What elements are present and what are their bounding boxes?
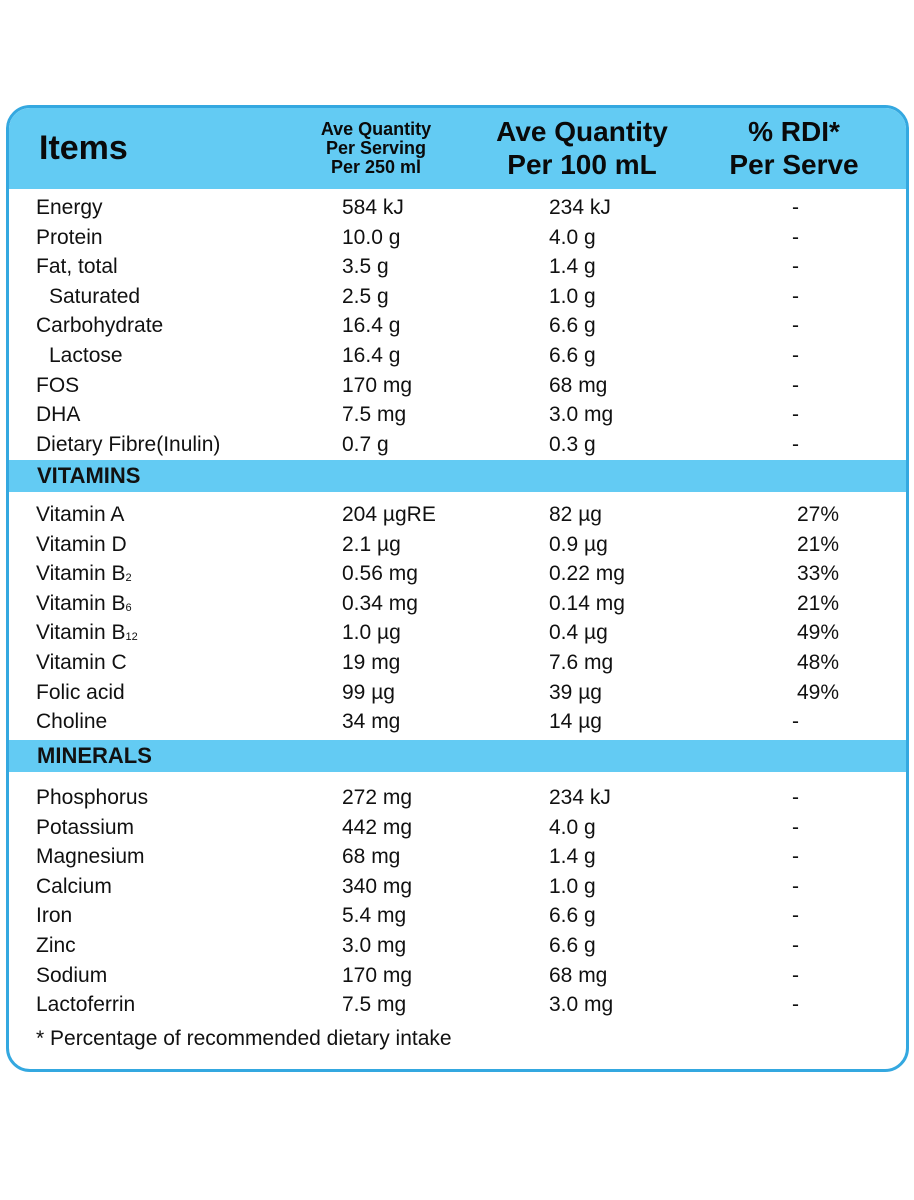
per-serving-value: 3.0 mg — [342, 934, 407, 957]
per-100ml-value: 234 kJ — [549, 196, 611, 219]
per-100ml-value: 234 kJ — [549, 786, 611, 809]
nutrient-name: Sodium — [36, 963, 108, 987]
table-header — [9, 108, 906, 189]
nutrient-name: Vitamin A — [36, 503, 125, 526]
table-row — [9, 500, 906, 529]
table-row — [9, 707, 906, 736]
header-per-serving-line1: Ave Quantity — [320, 119, 432, 140]
table-row — [9, 252, 906, 281]
per-serving-value: 2.1 µg — [342, 532, 401, 556]
per-serving-value: 5.4 mg — [342, 904, 407, 928]
table-row — [9, 678, 906, 707]
per-100ml-value: 4.0 g — [549, 815, 596, 839]
header-per-100ml — [477, 108, 687, 189]
rdi-value: - — [792, 196, 799, 219]
rdi-value: 49% — [796, 680, 839, 704]
per-100ml-value: 82 µg — [549, 503, 602, 526]
table-row — [9, 530, 906, 559]
per-serving-value: 0.34 mg — [342, 591, 418, 615]
nutrient-subscript: 2 — [125, 572, 132, 585]
rdi-value: - — [792, 344, 799, 367]
per-serving-value: 0.56 mg — [342, 562, 418, 586]
rdi-value: - — [792, 963, 799, 987]
table-row — [9, 371, 906, 400]
nutrient-name: Dietary Fibre(Inulin) — [36, 432, 221, 456]
header-per-100ml-line1: Ave Quantity — [496, 116, 668, 148]
per-100ml-value: 1.0 g — [549, 284, 596, 308]
table-row — [9, 430, 906, 459]
per-serving-value: 16.4 g — [342, 344, 401, 367]
header-rdi-line1: % RDI* — [748, 116, 840, 148]
rdi-value: - — [792, 710, 799, 734]
per-serving-value: 340 mg — [342, 874, 413, 898]
nutrient-name-wrap — [36, 589, 132, 622]
table-row — [9, 311, 906, 340]
per-100ml-value: 1.4 g — [549, 845, 596, 869]
rdi-value: - — [792, 403, 799, 427]
rdi-value: - — [792, 993, 799, 1017]
nutrition-table — [6, 105, 909, 1072]
table-row — [9, 618, 906, 647]
rdi-value: - — [792, 373, 799, 397]
per-100ml-value: 0.9 µg — [549, 532, 608, 556]
per-serving-value: 584 kJ — [342, 196, 404, 219]
rdi-value: 27% — [796, 503, 839, 526]
table-row — [9, 282, 906, 311]
per-100ml-value: 7.6 mg — [549, 651, 614, 674]
per-serving-value: 3.5 g — [342, 255, 389, 279]
nutrient-name: DHA — [36, 403, 81, 427]
nutrient-name: FOS — [36, 373, 80, 397]
per-serving-value: 19 mg — [342, 651, 401, 674]
table-row — [9, 872, 906, 901]
header-per-100ml-line2: Per 100 mL — [507, 148, 657, 180]
per-serving-value: 1.0 µg — [342, 621, 401, 645]
rdi-value: 21% — [796, 532, 839, 556]
per-serving-value: 272 mg — [342, 786, 413, 809]
per-100ml-value: 6.6 g — [549, 904, 596, 928]
header-rdi — [709, 108, 879, 189]
per-100ml-value: 1.4 g — [549, 255, 596, 279]
header-per-serving — [291, 108, 461, 189]
nutrient-name-wrap — [36, 618, 138, 651]
header-per-serving-line3: Per 250 ml — [330, 156, 422, 177]
rdi-value: - — [792, 815, 799, 839]
per-serving-value: 170 mg — [342, 373, 413, 397]
per-100ml-value: 39 µg — [549, 680, 602, 704]
rdi-value: - — [792, 225, 799, 249]
table-row — [9, 589, 906, 618]
per-serving-value: 99 µg — [342, 680, 395, 704]
per-serving-value: 7.5 mg — [342, 993, 407, 1017]
nutrient-name: Vitamin D — [36, 532, 127, 556]
per-serving-value: 2.5 g — [342, 284, 389, 308]
per-100ml-value: 6.6 g — [549, 314, 596, 338]
nutrient-name: Vitamin C — [36, 651, 127, 674]
per-100ml-value: 0.4 µg — [549, 621, 608, 645]
nutrient-name: Vitamin B — [36, 591, 126, 615]
footnote: * Percentage of recommended dietary intake — [36, 1027, 452, 1050]
table-row — [9, 223, 906, 252]
rdi-value: - — [792, 934, 799, 957]
nutrient-name: Iron — [36, 904, 73, 928]
rdi-value: 48% — [796, 651, 839, 674]
nutrient-name: Vitamin B — [36, 562, 126, 586]
per-serving-value: 442 mg — [342, 815, 413, 839]
per-100ml-value: 3.0 mg — [549, 403, 614, 427]
per-serving-value: 0.7 g — [342, 432, 389, 456]
rdi-value: - — [792, 904, 799, 928]
nutrient-name: Energy — [36, 196, 103, 219]
nutrient-subscript: 12 — [125, 631, 138, 644]
nutrient-name: Vitamin B — [36, 621, 126, 645]
per-100ml-value: 0.3 g — [549, 432, 596, 456]
per-serving-value: 204 µgRE — [342, 503, 436, 526]
per-100ml-value: 0.14 mg — [549, 591, 625, 615]
nutrient-name: Phosphorus — [36, 786, 149, 809]
table-row — [9, 901, 906, 930]
rdi-value: - — [792, 786, 799, 809]
table-row — [9, 193, 906, 222]
rdi-value: - — [792, 314, 799, 338]
vitamins-title: VITAMINS — [37, 463, 141, 488]
per-serving-value: 7.5 mg — [342, 403, 407, 427]
minerals-title: MINERALS — [37, 743, 152, 768]
nutrient-name: Folic acid — [36, 680, 125, 704]
per-serving-value: 34 mg — [342, 710, 401, 734]
nutrient-name: Magnesium — [36, 845, 145, 869]
nutrient-name: Calcium — [36, 874, 112, 898]
per-100ml-value: 1.0 g — [549, 874, 596, 898]
vitamins-section-header — [9, 460, 906, 492]
rdi-value: - — [792, 284, 799, 308]
nutrient-name: Zinc — [36, 934, 76, 957]
nutrient-name: Lactoferrin — [36, 993, 136, 1017]
nutrient-name: Fat, total — [36, 255, 118, 279]
header-per-serving-line2: Per Serving — [325, 138, 427, 159]
per-100ml-value: 6.6 g — [549, 934, 596, 957]
per-100ml-value: 68 mg — [549, 963, 608, 987]
minerals-section-header — [9, 740, 906, 772]
nutrient-name: Lactose — [49, 344, 123, 367]
table-row — [9, 931, 906, 960]
nutrient-name: Carbohydrate — [36, 314, 164, 338]
table-row — [9, 842, 906, 871]
per-100ml-value: 0.22 mg — [549, 562, 625, 586]
per-100ml-value: 14 µg — [549, 710, 602, 734]
table-row — [9, 341, 906, 370]
per-100ml-value: 68 mg — [549, 373, 608, 397]
rdi-value: 49% — [796, 621, 839, 645]
rdi-value: - — [792, 874, 799, 898]
header-rdi-line2: Per Serve — [729, 148, 859, 180]
rdi-value: 21% — [796, 591, 839, 615]
per-serving-value: 10.0 g — [342, 225, 401, 249]
header-items: Items — [39, 128, 128, 167]
table-row — [9, 961, 906, 990]
per-100ml-value: 3.0 mg — [549, 993, 614, 1017]
table-row — [9, 813, 906, 842]
table-row — [9, 559, 906, 588]
rdi-value: 33% — [796, 562, 839, 586]
per-serving-value: 170 mg — [342, 963, 413, 987]
nutrient-name: Potassium — [36, 815, 135, 839]
per-serving-value: 68 mg — [342, 845, 401, 869]
nutrient-name-wrap — [36, 559, 132, 592]
nutrient-name: Protein — [36, 225, 103, 249]
per-100ml-value: 4.0 g — [549, 225, 596, 249]
table-row — [9, 400, 906, 429]
rdi-value: - — [792, 845, 799, 869]
per-serving-value: 16.4 g — [342, 314, 401, 338]
nutrient-name: Choline — [36, 710, 108, 734]
nutrient-name: Saturated — [49, 284, 141, 308]
rdi-value: - — [792, 255, 799, 279]
rdi-value: - — [792, 432, 799, 456]
per-100ml-value: 6.6 g — [549, 344, 596, 367]
table-row — [9, 990, 906, 1019]
table-row — [9, 783, 906, 812]
nutrient-subscript: 6 — [125, 601, 132, 614]
table-row — [9, 648, 906, 677]
